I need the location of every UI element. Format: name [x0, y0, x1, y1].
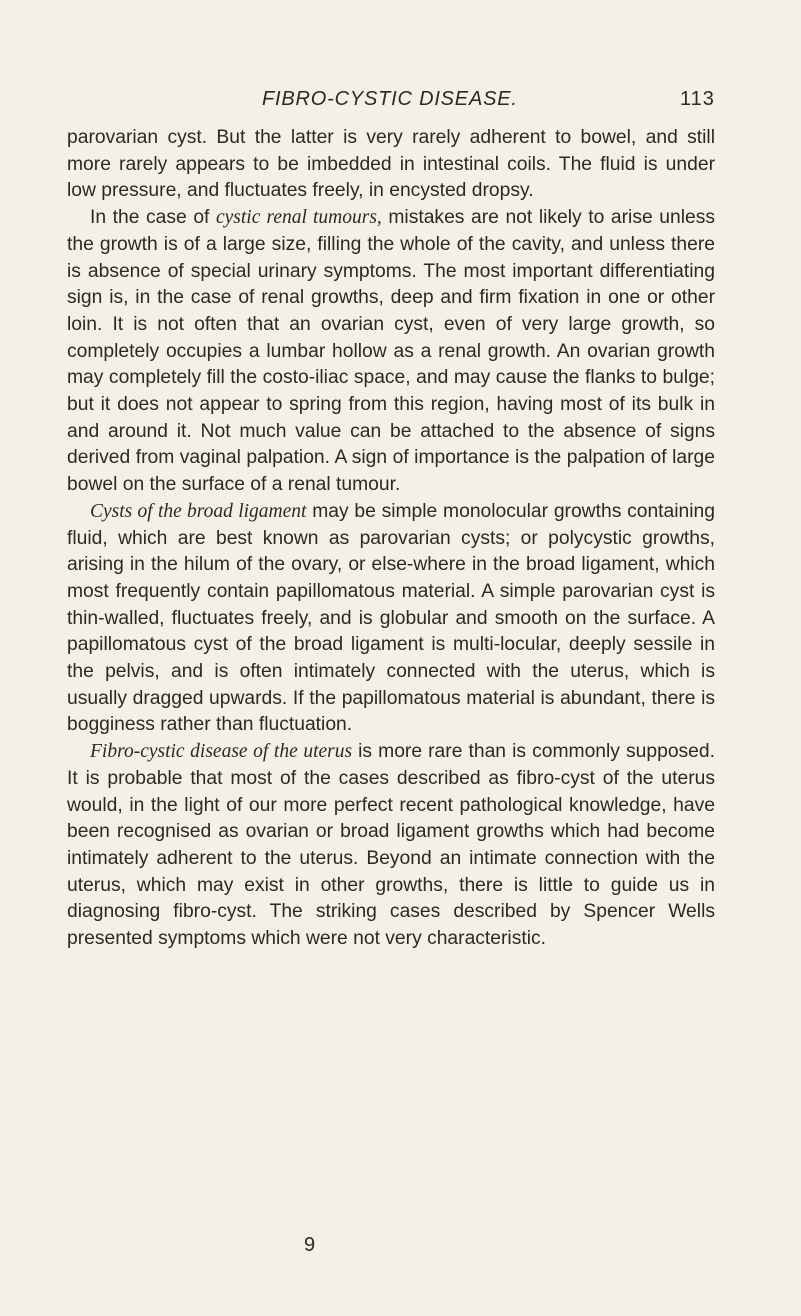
paragraph-text: is more rare than is commonly supposed. It is probable that most of the cases described as fibro-cyst of the uterus would, in the light of our more perfect recent pathological knowledge, have been recognised as ovarian or broad ligament growths which had become intimately adherent to the uterus. Beyond an intimate connection with the uterus, which may exist in other growths, there is little to guide us in diagnosing fibro-cyst. The striking cases described by Spencer Wells presented symptoms which were not very characteristic.	[67, 741, 715, 950]
signature-mark: 9	[304, 1234, 316, 1256]
paragraph-lead: In the case of	[90, 207, 216, 229]
paragraph-renal-tumours	[67, 205, 715, 499]
running-title: FIBRO-CYSTIC DISEASE.	[262, 88, 518, 110]
paragraph-text: may be simple monolocular growths containing fluid, which are best known as parovarian cysts; or polycystic growths, arising in the hilum of the ovary, or else-where in the broad ligament, which most frequently contain papillomatous material. A simple parovarian cyst is thin-walled, fluctuates freely, and is globular and smooth on the surface. A papillomatous cyst of the broad ligament is multi-locular, deeply sessile in the pelvis, and is often intimately connected with the uterus, which is usually dragged upwards. If the papillomatous material is abundant, there is bogginess rather than fluctuation.	[67, 500, 715, 736]
page-number: 113	[680, 88, 715, 110]
italic-term: Cysts of the broad ligament	[90, 500, 307, 522]
body-text	[67, 125, 715, 953]
paragraph-uterus	[67, 739, 715, 953]
paragraph-broad-ligament	[67, 499, 715, 739]
paragraph-continued	[67, 125, 715, 205]
paragraph-text: mistakes are not likely to arise unless the growth is of a large size, filling the whole of the cavity, and unless there is absence of special urinary symptoms. The most important differentiating sign is, in the case of renal growths, deep and firm fixation in one or other loin. It is not often that an ovarian cyst, even of very large growth, so completely occupies a lumbar hollow as a renal growth. An ovarian growth may completely fill the costo-iliac space, and may cause the flanks to bulge; but it does not appear to spring from this region, having most of its bulk in and around it. Not much value can be attached to the absence of signs derived from vaginal palpation. A sign of importance is the palpation of large bowel on the surface of a renal tumour.	[67, 207, 715, 496]
paragraph-text: parovarian cyst. But the latter is very rarely adherent to bowel, and still more rarely appears to be imbedded in intestinal coils. The fluid is under low pressure, and fluctuates freely, in encysted dropsy.	[67, 127, 715, 202]
italic-term: cystic renal tumours,	[215, 207, 382, 229]
italic-term: Fibro-cystic disease of the uterus	[90, 741, 353, 763]
running-head	[0, 84, 801, 114]
